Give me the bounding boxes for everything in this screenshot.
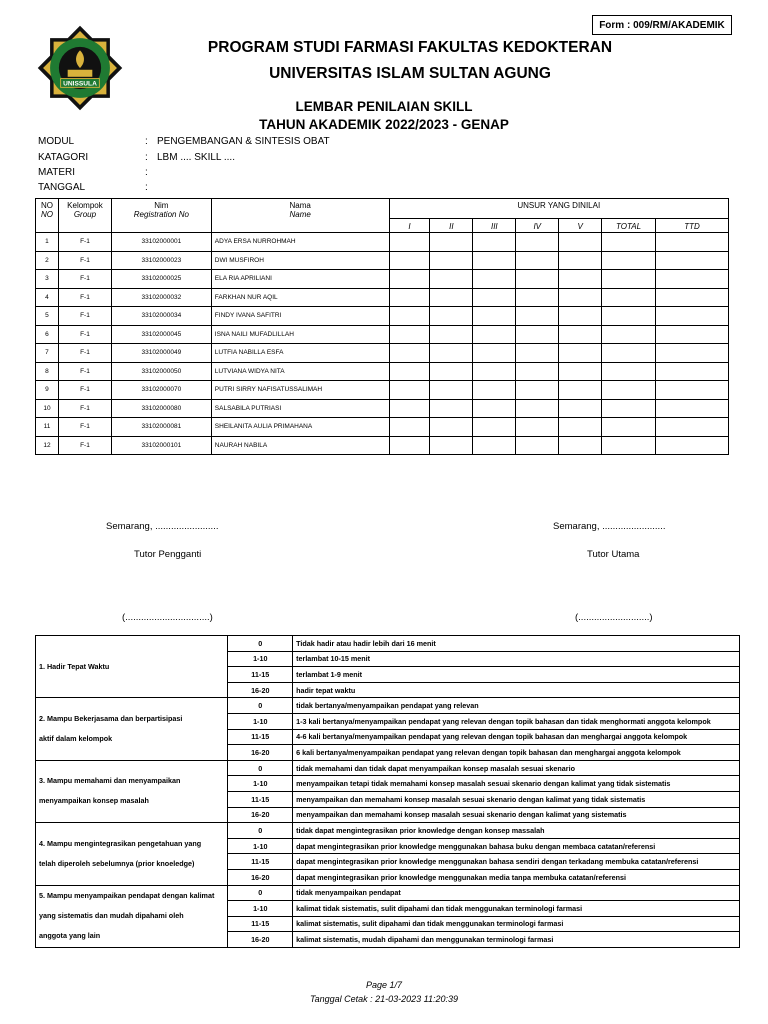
cell-group: F-1 [58,362,111,381]
cell-name: ADYA ERSA NURROHMAH [211,233,389,252]
cell-signature [656,251,729,270]
rubric-criterion-line: 3. Mampu memahami dan menyampaikan [39,776,181,786]
rubric-score: 0 [228,636,293,652]
rubric-score: 11-15 [228,916,293,932]
cell-name: PUTRI SIRRY NAFISATUSSALIMAH [211,381,389,400]
col-header-ii: II [430,219,473,233]
rubric-row [36,823,740,839]
col-header-no: NO NO [36,199,59,233]
cell-total [602,381,656,400]
table-row [36,436,729,455]
meta-value: LBM .... SKILL .... [157,152,235,163]
cell-score-v [559,288,602,307]
meta-label: MATERI [38,167,76,178]
col-header-nim: Nim Registration No [111,199,211,233]
rubric-description: 4-6 kali bertanya/menyampaikan pendapat yang relevan dengan topik bahasan dan menghargai anggota kelompok [293,729,740,745]
cell-group: F-1 [58,270,111,289]
rubric-description: menyampaikan tetapi tidak memahami konsep masalah sesuai skenario dengan kalimat yang tidak sistematis [293,776,740,792]
cell-signature [656,325,729,344]
cell-name: LUTFIA NABILLA ESFA [211,344,389,363]
cell-score-ii [430,436,473,455]
cell-total [602,362,656,381]
cell-score-iv [516,233,559,252]
rubric-criterion-line: anggota yang lain [39,931,101,941]
cell-score-iv [516,344,559,363]
signature-left-role: Tutor Pengganti [134,549,202,560]
cell-score-v [559,362,602,381]
meta-row-modul [38,136,330,147]
cell-score-ii [430,344,473,363]
cell-signature [656,233,729,252]
cell-score-iii [473,381,516,400]
rubric-criterion-line: aktif dalam kelompok [39,734,113,744]
col-header-total: TOTAL [602,219,656,233]
rubric-score: 1-10 [228,651,293,667]
header-title-year: TAHUN AKADEMIK 2022/2023 - GENAP [259,117,509,132]
col-header-v: V [559,219,602,233]
cell-score-ii [430,270,473,289]
cell-score-iii [473,399,516,418]
rubric-description: 6 kali bertanya/menyampaikan pendapat yang relevan dengan topik bahasan dan menghargai anggota kelompok [293,745,740,761]
cell-signature [656,362,729,381]
rubric-score: 11-15 [228,854,293,870]
cell-total [602,251,656,270]
header-title-sheet: LEMBAR PENILAIAN SKILL [295,99,473,114]
col-header-group: Kelompok Group [58,199,111,233]
cell-signature [656,270,729,289]
meta-label: MODUL [38,136,75,147]
rubric-description: tidak memahami dan tidak dapat menyampaikan konsep masalah sesuai skenario [293,760,740,776]
rubric-description: dapat mengintegrasikan prior knowledge menggunakan bahasa buku dengan membaca catatan/referensi [293,838,740,854]
cell-score-ii [430,399,473,418]
cell-nim: 33102000070 [111,381,211,400]
rubric-description: tidak dapat mengintegrasikan prior knowledge dengan konsep massalah [293,823,740,839]
cell-name: LUTVIANA WIDYA NITA [211,362,389,381]
signature-right-blank: (...........................) [575,612,653,623]
table-row [36,288,729,307]
col-header-ttd: TTD [656,219,729,233]
cell-nim: 33102000081 [111,418,211,437]
rubric-description: dapat mengintegrasikan prior knowledge menggunakan media tanpa membuka catatan/referensi [293,869,740,885]
signature-right-role: Tutor Utama [587,549,640,560]
cell-total [602,399,656,418]
cell-score-iv [516,325,559,344]
cell-score-iv [516,381,559,400]
rubric-row [36,885,740,901]
rubric-score: 1-10 [228,838,293,854]
cell-score-ii [430,381,473,400]
rubric-description: kalimat sistematis, sulit dipahami dan tidak menggunakan terminologi farmasi [293,916,740,932]
table-row [36,418,729,437]
rubric-criterion-line: 2. Mampu Bekerjasama dan berpartisipasi [39,714,183,724]
cell-score-v [559,436,602,455]
rubric-description: terlambat 10-15 menit [293,651,740,667]
cell-group: F-1 [58,233,111,252]
cell-nim: 33102000080 [111,399,211,418]
col-header-unsur: UNSUR YANG DINILAI [389,199,728,219]
cell-score-v [559,418,602,437]
cell-nim: 33102000050 [111,362,211,381]
cell-score-ii [430,251,473,270]
cell-total [602,307,656,326]
cell-group: F-1 [58,325,111,344]
rubric-description: tidak menyampaikan pendapat [293,885,740,901]
cell-no: 10 [36,399,59,418]
cell-signature [656,381,729,400]
cell-score-iv [516,399,559,418]
cell-name: FARKHAN NUR AQIL [211,288,389,307]
rubric-description: menyampaikan dan memahami konsep masalah sesuai skenario dengan kalimat yang tidak sistematis [293,791,740,807]
meta-value: PENGEMBANGAN & SINTESIS OBAT [157,136,330,147]
cell-group: F-1 [58,288,111,307]
cell-nim: 33102000023 [111,251,211,270]
rubric-score: 16-20 [228,745,293,761]
cell-no: 7 [36,344,59,363]
cell-nim: 33102000032 [111,288,211,307]
cell-group: F-1 [58,344,111,363]
cell-total [602,418,656,437]
cell-score-ii [430,233,473,252]
rubric-description: tidak bertanya/menyampaikan pendapat yang relevan [293,698,740,714]
cell-no: 8 [36,362,59,381]
cell-no: 12 [36,436,59,455]
cell-score-ii [430,288,473,307]
table-row [36,381,729,400]
rubric-criterion-line: 1. Hadir Tepat Waktu [39,661,110,671]
cell-total [602,325,656,344]
rubric-score: 1-10 [228,901,293,917]
rubric-description: dapat mengintegrasikan prior knowledge menggunakan bahasa sendiri dengan terkadang membuka catatan/referensi [293,854,740,870]
meta-colon: : [145,136,148,147]
cell-signature [656,399,729,418]
cell-nim: 33102000101 [111,436,211,455]
signature-left-place: Semarang, ........................ [106,521,219,532]
cell-score-iv [516,307,559,326]
cell-score-iii [473,344,516,363]
rubric-row [36,698,740,714]
cell-signature [656,344,729,363]
header-title-university: UNIVERSITAS ISLAM SULTAN AGUNG [269,65,551,82]
cell-score-i [389,233,430,252]
rubric-description: 1-3 kali bertanya/menyampaikan pendapat yang relevan dengan topik bahasan dan tidak menghormati anggota kelompok [293,713,740,729]
cell-score-iv [516,418,559,437]
cell-no: 11 [36,418,59,437]
cell-score-i [389,307,430,326]
svg-text:UNISSULA: UNISSULA [63,80,97,88]
meta-row-katagori [38,152,235,163]
cell-score-ii [430,307,473,326]
meta-label: TANGGAL [38,182,86,193]
cell-total [602,233,656,252]
cell-group: F-1 [58,436,111,455]
cell-name: SHEILANITA AULIA PRIMAHANA [211,418,389,437]
form-code-box: Form : 009/RM/AKADEMIK [592,15,732,35]
cell-score-iii [473,270,516,289]
meta-colon: : [145,152,148,163]
cell-group: F-1 [58,399,111,418]
table-row [36,325,729,344]
table-row [36,344,729,363]
cell-score-i [389,288,430,307]
rubric-description: terlambat 1-9 menit [293,667,740,683]
rubric-criterion-line: 5. Mampu menyampaikan pendapat dengan kalimat [39,891,215,901]
cell-group: F-1 [58,381,111,400]
rubric-criterion [36,698,228,760]
rubric-score: 16-20 [228,807,293,823]
cell-score-i [389,344,430,363]
cell-score-iii [473,288,516,307]
cell-nim: 33102000049 [111,344,211,363]
rubric-score: 0 [228,760,293,776]
meta-row-tanggal [38,182,157,193]
rubric-description: hadir tepat waktu [293,682,740,698]
cell-group: F-1 [58,307,111,326]
meta-row-materi [38,167,157,178]
rubric-criterion [36,823,228,885]
rubric-score: 16-20 [228,869,293,885]
cell-score-iv [516,288,559,307]
cell-group: F-1 [58,251,111,270]
meta-colon: : [145,182,148,193]
cell-score-iii [473,251,516,270]
header-title-program: PROGRAM STUDI FARMASI FAKULTAS KEDOKTERAN [207,39,613,56]
rubric-criterion [36,636,228,698]
cell-score-iii [473,307,516,326]
rubric-score: 0 [228,885,293,901]
rubric-criterion [36,760,228,822]
cell-score-iv [516,436,559,455]
table-row [36,307,729,326]
rubric-score: 1-10 [228,776,293,792]
rubric-row [36,760,740,776]
footer-print-date: Tanggal Cetak : 21-03-2023 11:20:39 [309,994,459,1004]
signature-right-place: Semarang, ........................ [553,521,666,532]
cell-no: 1 [36,233,59,252]
rubric-criterion-line: telah diperoleh sebelumnya (prior knoeledge) [39,858,195,868]
cell-score-v [559,270,602,289]
cell-score-iii [473,362,516,381]
rubric-score: 0 [228,698,293,714]
cell-name: FINDY IVANA SAFITRI [211,307,389,326]
meta-colon: : [145,167,148,178]
cell-no: 6 [36,325,59,344]
cell-no: 3 [36,270,59,289]
cell-score-iii [473,418,516,437]
rubric-score: 1-10 [228,713,293,729]
cell-signature [656,288,729,307]
cell-name: DWI MUSFIROH [211,251,389,270]
cell-score-v [559,233,602,252]
cell-name: SALSABILA PUTRIASI [211,399,389,418]
cell-score-iii [473,233,516,252]
cell-signature [656,307,729,326]
rubric-description: kalimat tidak sistematis, sulit dipahami dan tidak menggunakan terminologi farmasi [293,901,740,917]
cell-score-i [389,251,430,270]
cell-score-i [389,381,430,400]
cell-group: F-1 [58,418,111,437]
cell-nim: 33102000045 [111,325,211,344]
cell-name: ISNA NAILI MUFADLILLAH [211,325,389,344]
cell-score-v [559,251,602,270]
rubric-score: 0 [228,823,293,839]
cell-score-iv [516,270,559,289]
rubric-description: Tidak hadir atau hadir lebih dari 16 menit [293,636,740,652]
cell-score-iv [516,251,559,270]
signature-left-blank: (................................) [122,612,213,623]
rubric-criterion-line: yang sistematis dan mudah dipahami oleh [39,911,184,921]
assessment-table [35,198,729,455]
cell-score-ii [430,418,473,437]
cell-total [602,436,656,455]
cell-score-v [559,344,602,363]
col-header-iii: III [473,219,516,233]
rubric-criterion-line: menyampaikan konsep masalah [39,796,149,806]
cell-score-v [559,307,602,326]
cell-total [602,288,656,307]
rubric-score: 16-20 [228,932,293,948]
cell-nim: 33102000034 [111,307,211,326]
cell-score-i [389,436,430,455]
cell-score-i [389,362,430,381]
rubric-criterion-line: 4. Mampu mengintegrasikan pengetahuan yang [39,838,202,848]
table-row [36,233,729,252]
cell-no: 4 [36,288,59,307]
table-row [36,362,729,381]
cell-score-v [559,325,602,344]
cell-score-i [389,270,430,289]
cell-total [602,344,656,363]
rubric-criterion [36,885,228,947]
cell-score-v [559,399,602,418]
cell-score-iii [473,436,516,455]
cell-nim: 33102000025 [111,270,211,289]
rubric-description: menyampaikan dan memahami konsep masalah sesuai skenario dengan kalimat yang sistematis [293,807,740,823]
table-row [36,251,729,270]
cell-score-iii [473,325,516,344]
table-row [36,399,729,418]
cell-name: ELA RIA APRILIANI [211,270,389,289]
rubric-score: 11-15 [228,667,293,683]
meta-label: KATAGORI [38,152,89,163]
cell-signature [656,418,729,437]
cell-name: NAURAH NABILA [211,436,389,455]
rubric-row [36,636,740,652]
rubric-score: 11-15 [228,791,293,807]
cell-no: 9 [36,381,59,400]
col-header-name: Nama Name [211,199,389,233]
cell-no: 5 [36,307,59,326]
cell-signature [656,436,729,455]
cell-total [602,270,656,289]
col-header-iv: IV [516,219,559,233]
cell-score-i [389,399,430,418]
rubric-description: kalimat sistematis, mudah dipahami dan menggunakan terminologi farmasi [293,932,740,948]
rubric-score: 16-20 [228,682,293,698]
col-header-i: I [389,219,430,233]
cell-score-iv [516,362,559,381]
footer-page-number: Page 1/7 [365,980,403,990]
table-row [36,270,729,289]
cell-score-i [389,325,430,344]
cell-score-i [389,418,430,437]
rubric-score: 11-15 [228,729,293,745]
cell-nim: 33102000001 [111,233,211,252]
cell-no: 2 [36,251,59,270]
cell-score-ii [430,362,473,381]
cell-score-v [559,381,602,400]
rubric-table [35,635,740,948]
cell-score-ii [430,325,473,344]
